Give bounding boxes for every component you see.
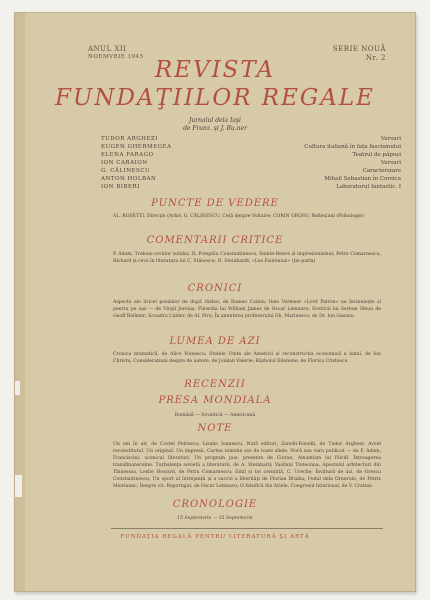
contents-row xyxy=(101,175,401,183)
contents-list xyxy=(101,135,401,191)
issue-date: NOEMVRIE 1945 xyxy=(88,54,144,60)
contents-title: Versuri xyxy=(380,136,401,142)
section-cronici: CRONICI xyxy=(187,283,243,294)
contents-title: Mihail Sebastian în Corsica xyxy=(324,176,401,182)
lumea-text: Cronica dramatică, de Alice Voinescu; Statele Unite ale Americii și reconstrucția economică a lumii, de Ion Christu; Consideratiuni despre de autere, de Jonkan Valerie; Războiul Edeliene, de Florica Cristescu xyxy=(113,352,381,364)
section-cronologie: CRONOLOGIE xyxy=(172,499,258,510)
contents-row xyxy=(101,167,401,175)
section-note: NOTE xyxy=(197,423,233,434)
magazine-cover xyxy=(14,12,416,592)
contents-author: ELENA FARAGO xyxy=(101,152,154,158)
cronici-text: Aspecte ale liricei poeziilor de după război, de Romeo Caiten; Ileie Vermeer «Lord Patron» ne învinuiește și pentru pe iași — de Virgil Jeroiaș; Filosofia lui William James de Oscar Lemnaru; Eroticul lui Serban Sfeuu de Geoff Bellmer; Ecuadra Calder, de Al. Piru; În amintirea profesorului Gh. Marinescu, de Dr. Ion Gasanu xyxy=(113,300,381,319)
cover-tear xyxy=(15,475,22,497)
magazine-title-line1: REVISTA xyxy=(154,57,276,83)
section-presa-mondiala: PRESA MONDIALA xyxy=(158,395,272,406)
contents-author: EUGEN GHERMEGEA xyxy=(101,144,172,150)
issue-number: Nr. 2 xyxy=(365,54,386,62)
contents-row xyxy=(101,143,401,151)
divider-rule xyxy=(111,528,383,529)
contents-title: Teatrul de păpuși xyxy=(352,152,401,158)
cronologie-text: 15 Septemvrie — 15 Septemvrie xyxy=(177,516,253,521)
issue-series: SERIE NOUĂ xyxy=(332,45,386,53)
puncte-text: AL. ROSETTI, Direcţie (Arhiv. G. CĂLINESCU, Cetă despre Voltaire; CORIN GROSU, Reflexiuni (Psihologie) xyxy=(113,214,364,219)
contents-row xyxy=(101,183,401,191)
subtitle-line1: Jurnalul dela Iaşi xyxy=(189,117,241,124)
contents-row xyxy=(101,135,401,143)
contents-author: ANTON HOLBAN xyxy=(101,176,157,182)
contents-row xyxy=(101,159,401,167)
note-text: Un om în alt, de Costel Petrescu; Lisabo Ioanescu, Nată editori; Zanelli-Ranelli, de Tudor Arghezi; Avoid reconstitutul. Un original. Un impresii. Cartea tomului sos de toate zilele. Noră sau vara publicat — de F. Adam; Franciscini: ucenicul literaturi. Un program pus: prezente de Cioran, Amantism lui Pilcifi. Întreagerea transfinansculne. Turbulența sovietă a literaturii, de A. Steinhard; Vasiluni Tinteonna, Apostolul arhitecturi din Thinessas, Leslie Howard, de Petru Comarnescu; Emil și tot cernință, C. Ureche; Învătură de azi, de Grescu Constantinescu; Un sport al întrejunții și a sacrul a liberităţi de Florian Braiku; Podul dela Ornerule, de Petrix Mioriaanc; Despre cit. Reportajul, de Oscar Lemnaru; O falsifică din Ariele, Congresul Intarional, de V. Cratian xyxy=(113,442,381,489)
contents-title: Cultura italiană în fața fascismului xyxy=(304,144,401,150)
publisher-footer: FUNDAŢIA REGALĂ PENTRU LITERATURĂ ŞI ARTĂ xyxy=(120,534,310,540)
contents-author: ION BIBERI xyxy=(101,184,140,190)
contents-row xyxy=(101,151,401,159)
section-puncte-de-vedere: PUNCTE DE VEDERE xyxy=(151,198,279,209)
presa-text: Română — Sovietică — Americană xyxy=(174,413,256,418)
section-recenzii: RECENZII xyxy=(184,379,246,390)
contents-author: TUDOR ARGHEZI xyxy=(101,136,158,142)
contents-title: Versuri xyxy=(380,160,401,166)
subtitle-line2: de Franz. și J. Bu.ner xyxy=(183,125,247,132)
issue-year: ANUL XII xyxy=(88,45,127,53)
contents-author: ION CARAION xyxy=(101,160,148,166)
contents-author: G. CĂLINESCU xyxy=(101,168,151,174)
section-lumea-de-azi: LUMEA DE AZI xyxy=(169,336,261,347)
contents-title: Caracterizare xyxy=(362,168,401,174)
magazine-title-line2: FUNDAŢIILOR REGALE xyxy=(55,85,375,111)
contents-title: Laboratorul fantastic. I xyxy=(336,184,401,190)
comentarii-text: P. Adam, Trebuie scriitor solidar, II; Pompiliu Constantinescu, Sainte-Beuve și impresionismul; Petru Comarnescu, Richard și ceva în literatura lui C. Stănescu; N. Steinhardt, «Les Fauteuiux» (țin-parla) xyxy=(113,252,381,264)
section-comentarii-critice: COMENTARII CRITICE xyxy=(146,235,284,246)
